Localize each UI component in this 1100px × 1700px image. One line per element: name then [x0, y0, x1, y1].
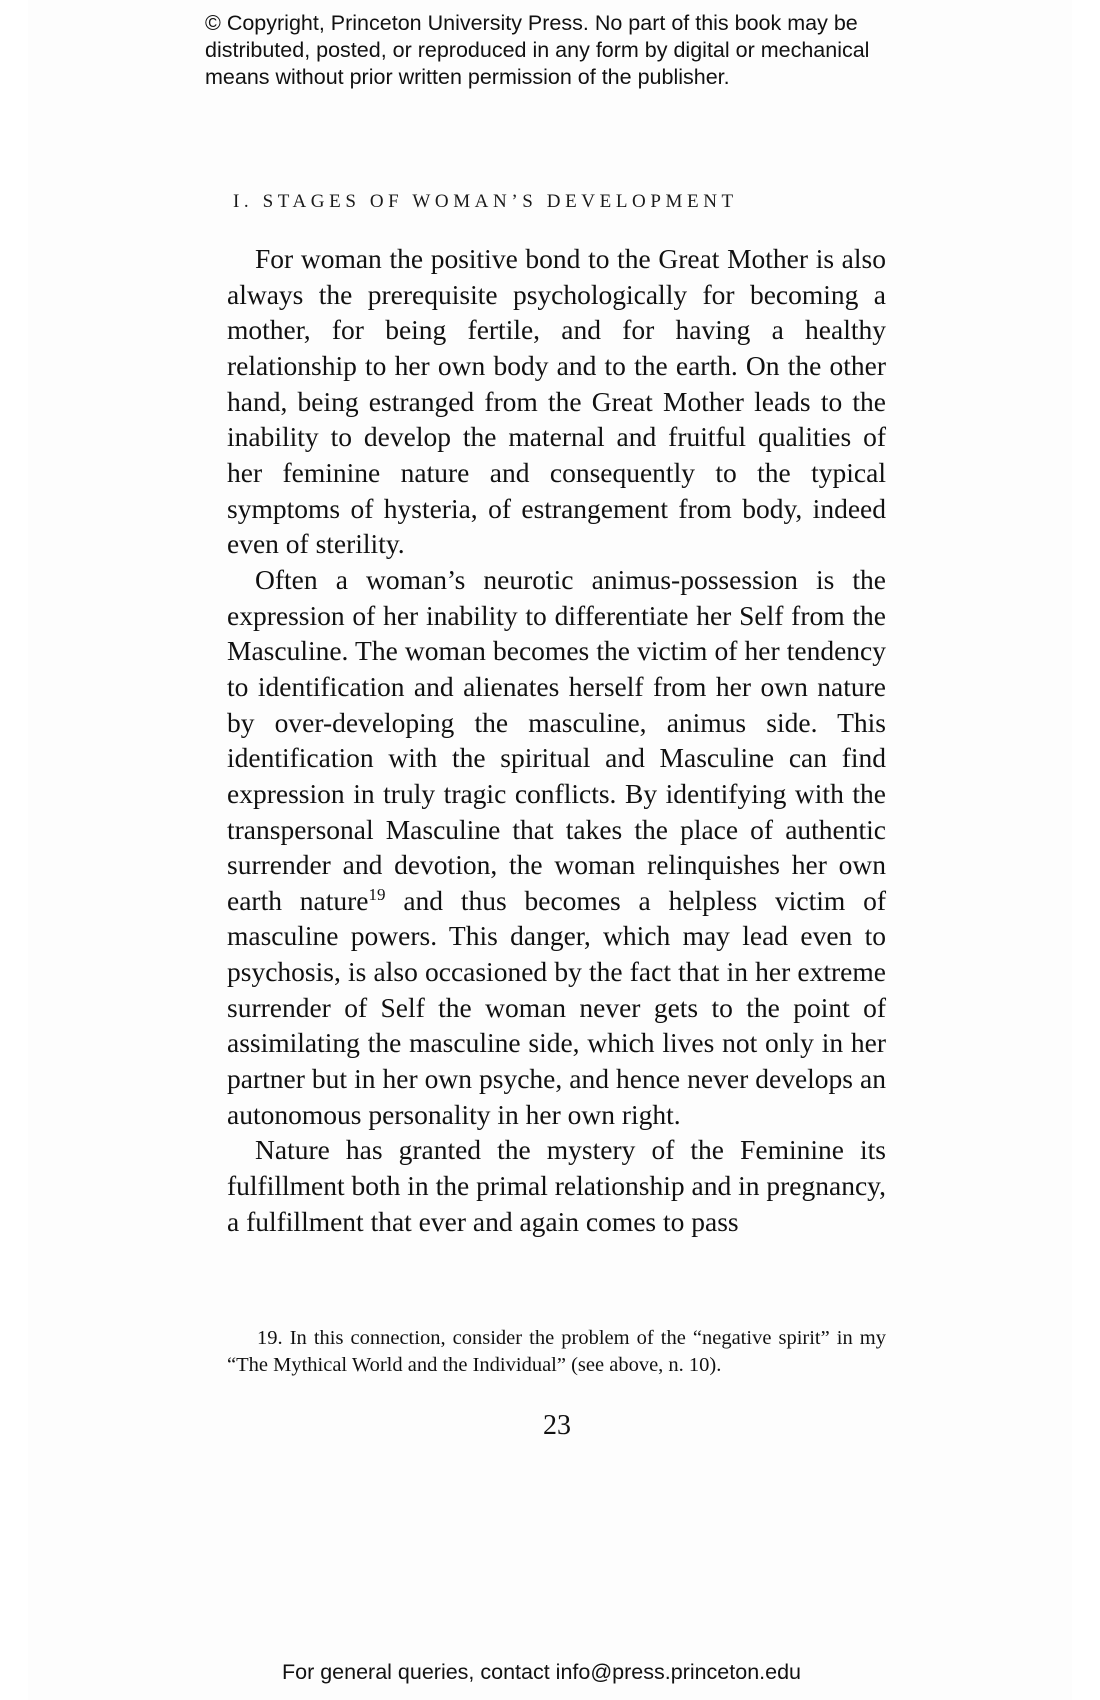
- paragraph: [227, 1132, 886, 1239]
- paragraph-text: For woman the positive bond to the Great Mother is also always the prerequisite psychologically for becoming a mother, for being fertile, and for having a healthy relationship to her own body and to the earth. On the other hand, being estranged from the Great Mother leads to the inability to develop the maternal and fruitful qualities of her feminine nature and consequently to the typical symptoms of hysteria, of estrangement from body, indeed even of sterility.: [227, 243, 886, 560]
- footnote: 19. In this connection, consider the problem of the “negative spirit” in my “The Mythical World and the Individual” (see above, n. 10).: [227, 1327, 886, 1376]
- body-text: [227, 241, 886, 1239]
- copyright-line: © Copyright, Princeton University Press. No part of this book may be: [205, 11, 858, 35]
- paragraph-text: Often a woman’s neurotic animus-possession is the expression of her inability to differentiate her Self from the Masculine. The woman becomes the victim of her tendency to identification and alienates herself from her own nature by over-developing the masculine, animus side. This identification with the spiritual and Masculine can find expression in truly tragic conflicts. By identifying with the transpersonal Masculine that takes the place of authentic surrender and devotion, the woman relinquishes her own earth nature: [227, 563, 886, 916]
- contact-notice: For general queries, contact info@press.princeton.edu: [282, 1660, 802, 1684]
- paragraph-text: and thus becomes a helpless victim of masculine powers. This danger, which may lead even to psychosis, is also occasioned by the fact that in her extreme surrender of Self the woman never gets to the point of assimilating the masculine side, which lives not only in her partner but in her own psyche, and hence never develops an autonomous personality in her own right.: [227, 884, 886, 1130]
- footnote-reference: 19: [368, 884, 386, 904]
- paragraph: [227, 241, 886, 562]
- copyright-line: distributed, posted, or reproduced in any form by digital or mechanical: [205, 38, 870, 62]
- paragraph: [227, 562, 886, 1133]
- section-heading: I. STAGES OF WOMAN’S DEVELOPMENT: [233, 191, 738, 212]
- copyright-line: means without prior written permission of the publisher.: [205, 65, 730, 89]
- paragraph-text: Nature has granted the mystery of the Feminine its fulfillment both in the primal relationship and in pregnancy, a fulfillment that ever and again comes to pass: [227, 1134, 886, 1237]
- copyright-notice: [205, 10, 905, 91]
- page-number: 23: [543, 1410, 571, 1441]
